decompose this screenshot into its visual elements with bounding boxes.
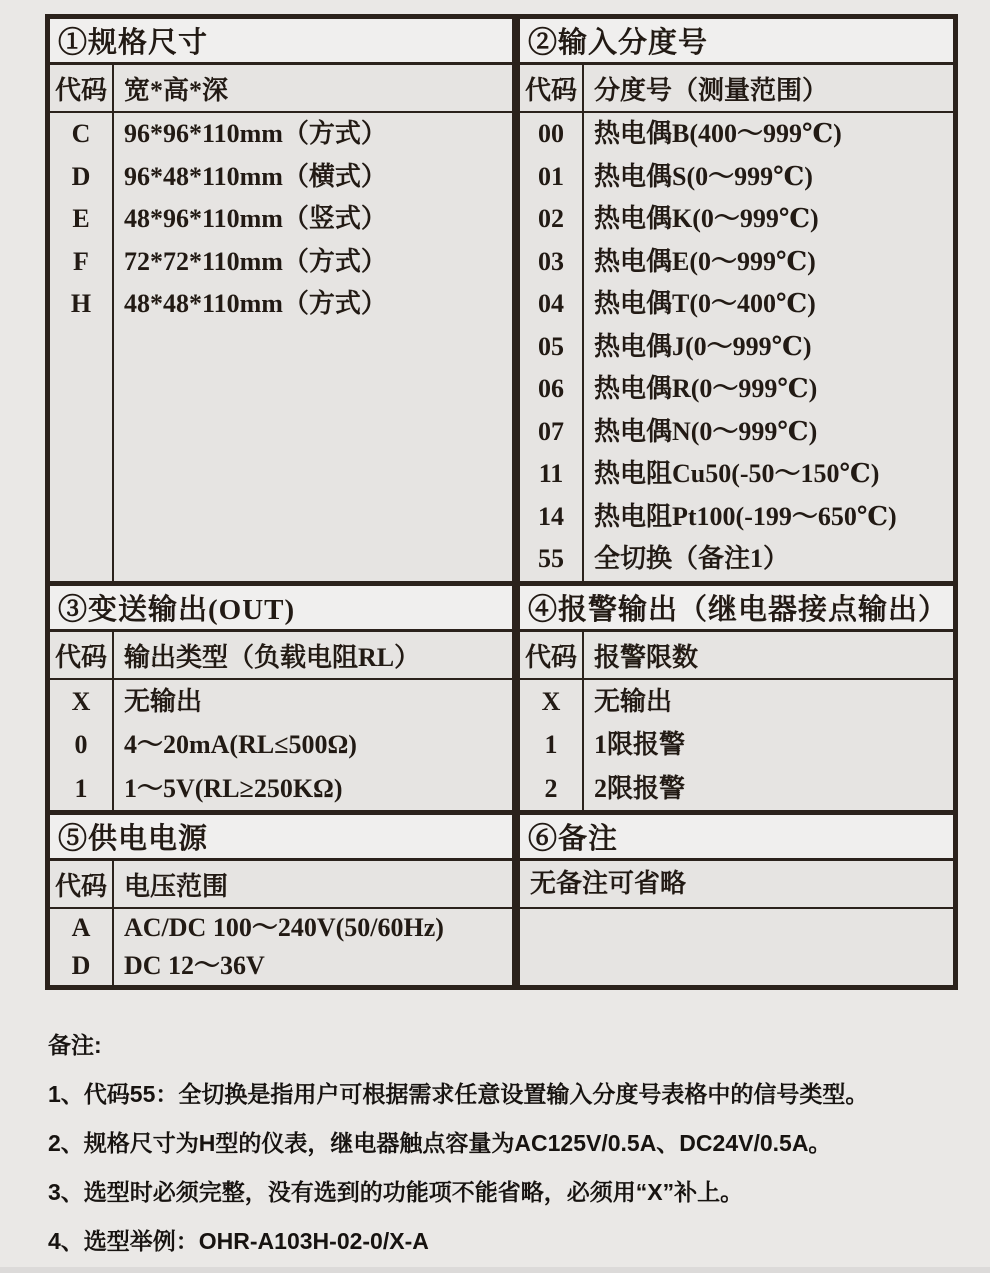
- column-headers: [50, 861, 512, 909]
- row-code: 0: [74, 730, 88, 760]
- row-desc: 48*96*110mm（竖式）: [124, 204, 387, 233]
- row-code: 07: [538, 416, 564, 446]
- col-header-desc: 报警限数: [594, 642, 699, 672]
- footnote-item: 2、规格尺寸为H型的仪表，继电器触点容量为AC125V/0.5A、DC24V/0.5A。: [48, 1130, 832, 1156]
- row-desc: 热电偶R(0～999℃): [594, 374, 818, 403]
- row-code: 05: [538, 331, 564, 361]
- row-desc: 72*72*110mm（方式）: [124, 246, 387, 276]
- row-code: H: [70, 289, 92, 318]
- code-column: [50, 680, 114, 810]
- section-spec-size: [50, 19, 520, 581]
- code-column: [520, 680, 584, 810]
- row-code: 55: [538, 544, 564, 573]
- row-code: D: [71, 951, 91, 980]
- row-desc: 热电偶S(0～999℃): [594, 161, 813, 191]
- row-code: 04: [538, 289, 564, 318]
- footnote-item: 3、选型时必须完整，没有选到的功能项不能省略，必须用“X”补上。: [48, 1179, 744, 1205]
- row-desc: 4～20mA(RL≤500Ω): [124, 730, 357, 760]
- row-desc: 1限报警: [594, 730, 686, 760]
- row-desc: DC 12～36V: [124, 951, 265, 980]
- section-body: [520, 113, 953, 581]
- row-code: 00: [538, 119, 564, 148]
- row-code: 14: [538, 501, 564, 531]
- desc-column: [114, 680, 512, 810]
- section-body: [50, 680, 512, 810]
- row-desc: 48*48*110mm（方式）: [124, 289, 387, 318]
- column-headers: [520, 632, 953, 680]
- code-column: [50, 909, 114, 985]
- col-header-desc: 输出类型（负载电阻RL）: [124, 642, 421, 672]
- row-desc: 热电偶T(0～400℃): [594, 289, 816, 318]
- section-title: ⑤供电电源: [50, 815, 512, 861]
- model-selection-table: [45, 14, 958, 990]
- row-code: 06: [538, 374, 564, 403]
- row-code: 03: [538, 246, 564, 276]
- code-column: [520, 113, 584, 581]
- band-1: [50, 19, 953, 581]
- row-desc: 1～5V(RL≥250KΩ): [124, 773, 343, 803]
- col-header-desc: 宽*高*深: [124, 75, 229, 105]
- col-header-code: 代码: [50, 632, 114, 678]
- col-header-code: 代码: [520, 632, 584, 678]
- row-desc: 全切换（备注1）: [594, 544, 790, 573]
- bottom-edge-strip: [0, 1267, 990, 1273]
- row-desc: 96*48*110mm（横式）: [124, 161, 387, 191]
- code-column: [50, 113, 114, 581]
- row-desc: 热电偶E(0～999℃): [594, 246, 816, 276]
- row-code: 1: [74, 773, 88, 803]
- footnote-item: 4、选型举例：OHR-A103H-02-0/X-A: [48, 1228, 429, 1254]
- row-desc: 96*96*110mm（方式）: [124, 119, 387, 148]
- row-code: D: [71, 161, 91, 191]
- band-2: [50, 581, 953, 810]
- row-code: X: [71, 687, 91, 716]
- remark-note: 无备注可省略: [520, 861, 953, 909]
- row-code: 11: [538, 459, 564, 488]
- column-headers: [50, 632, 512, 680]
- row-desc: 无输出: [594, 687, 673, 716]
- row-code: E: [72, 204, 90, 233]
- section-body: [50, 909, 512, 985]
- section-title: ④报警输出（继电器接点输出）: [520, 586, 953, 632]
- col-header-code: 代码: [520, 65, 584, 111]
- col-header-code: 代码: [50, 861, 114, 907]
- row-desc: 热电偶K(0～999℃): [594, 204, 819, 233]
- col-header-desc: 电压范围: [124, 871, 229, 901]
- section-transmit-output: [50, 586, 520, 810]
- row-code: 2: [544, 773, 558, 803]
- section-title: ③变送输出(OUT): [50, 586, 512, 632]
- desc-column: [584, 680, 953, 810]
- remark-empty-cell: [520, 909, 953, 985]
- row-code: 1: [544, 730, 558, 760]
- desc-column: [114, 113, 512, 581]
- row-code: C: [71, 119, 91, 148]
- row-desc: 无输出: [124, 687, 203, 716]
- row-desc: 热电偶J(0～999℃): [594, 331, 812, 361]
- row-desc: 热电阻Cu50(-50～150℃): [594, 459, 880, 488]
- column-headers: [50, 65, 512, 113]
- section-body: [50, 113, 512, 581]
- row-desc: 2限报警: [594, 773, 686, 803]
- row-code: X: [541, 687, 561, 716]
- section-title: ①规格尺寸: [50, 19, 512, 65]
- section-title: ②输入分度号: [520, 19, 953, 65]
- section-alarm-output: [520, 586, 953, 810]
- section-remark: [520, 815, 953, 985]
- section-title: ⑥备注: [520, 815, 953, 861]
- section-input-graduation: [520, 19, 953, 581]
- footnote-item: 1、代码55：全切换是指用户可根据需求任意设置输入分度号表格中的信号类型。: [48, 1081, 869, 1107]
- row-desc: 热电阻Pt100(-199～650℃): [594, 501, 897, 531]
- section-body: [520, 680, 953, 810]
- col-header-code: 代码: [50, 65, 114, 111]
- band-3: [50, 810, 953, 985]
- row-desc: AC/DC 100～240V(50/60Hz): [124, 913, 444, 942]
- desc-column: [584, 113, 953, 581]
- row-code: 01: [538, 161, 564, 191]
- row-code: F: [73, 246, 89, 276]
- row-code: A: [71, 913, 91, 942]
- row-desc: 热电偶N(0～999℃): [594, 416, 818, 446]
- footnotes-title: 备注:: [48, 1032, 102, 1058]
- row-code: 02: [538, 204, 564, 233]
- footnotes: [48, 1033, 958, 1253]
- col-header-desc: 分度号（测量范围）: [594, 75, 829, 105]
- desc-column: [114, 909, 512, 985]
- section-power-supply: [50, 815, 520, 985]
- row-desc: 热电偶B(400～999℃): [594, 119, 842, 148]
- column-headers: [520, 65, 953, 113]
